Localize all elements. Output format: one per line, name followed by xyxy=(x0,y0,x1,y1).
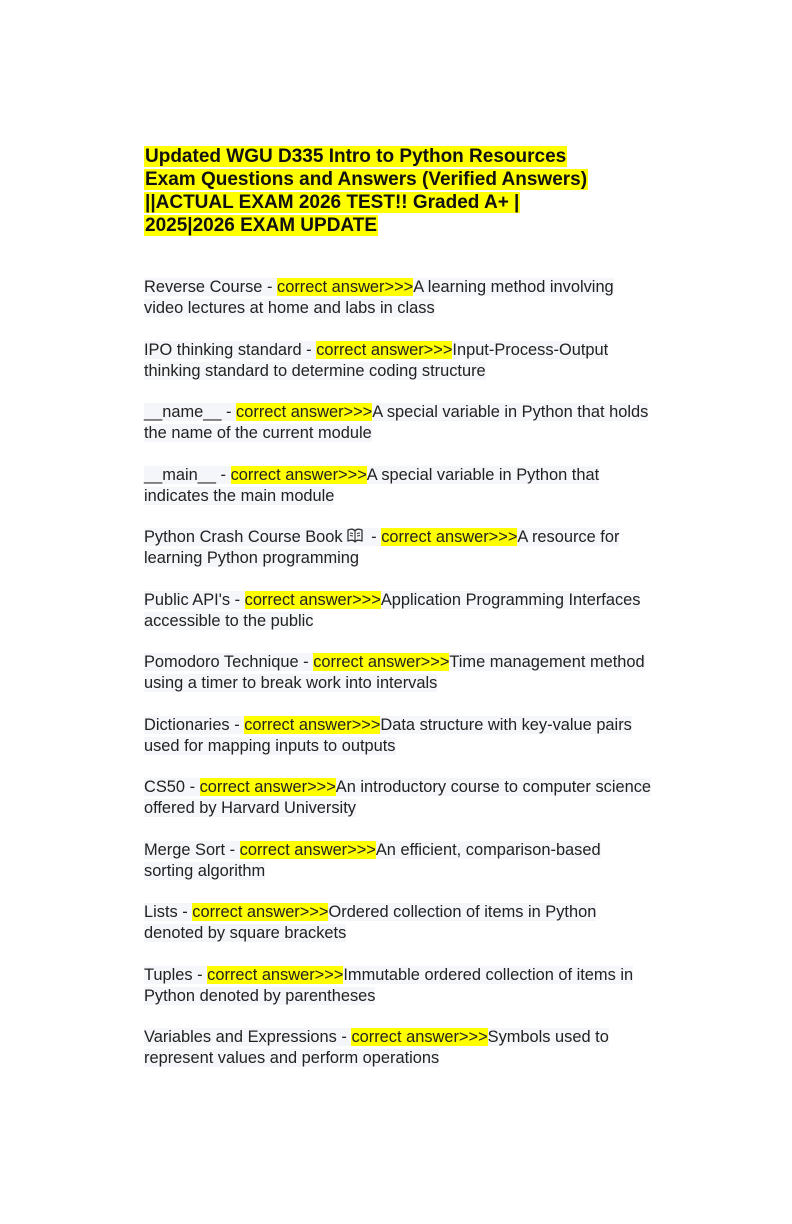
qa-text xyxy=(144,716,632,755)
qa-item-11 xyxy=(144,902,654,944)
qa-term: Tuples xyxy=(144,965,193,984)
qa-text xyxy=(144,778,651,817)
answer-tag: correct answer>>> xyxy=(351,1028,488,1046)
qa-definition: Ordered collection of items in Python denoted by square brackets xyxy=(144,903,597,942)
qa-term: Python Crash Course Book xyxy=(144,528,343,546)
qa-definition: Immutable ordered collection of items in Python denoted by parentheses xyxy=(144,965,634,1005)
qa-definition: A special variable in Python that indicates the main module xyxy=(144,465,600,505)
qa-item-12 xyxy=(144,965,654,1007)
qa-term: Merge Sort xyxy=(144,840,226,859)
qa-definition: Time management method using a timer to break work into intervals xyxy=(144,653,645,692)
qa-separator: - xyxy=(216,465,231,484)
qa-text xyxy=(144,466,599,505)
qa-text xyxy=(144,841,601,880)
qa-separator: - xyxy=(336,1028,352,1046)
qa-item-1 xyxy=(144,277,654,319)
qa-separator: - xyxy=(301,340,317,359)
qa-item-13 xyxy=(144,1027,654,1069)
qa-text xyxy=(144,1028,609,1067)
answer-tag: correct answer>>> xyxy=(230,465,367,484)
qa-separator: - xyxy=(366,528,382,546)
qa-list xyxy=(144,277,654,1090)
qa-item-5 xyxy=(144,527,654,569)
qa-definition: Symbols used to represent values and perform operations xyxy=(144,1028,609,1067)
document-title xyxy=(144,145,614,237)
answer-tag: correct answer>>> xyxy=(192,903,329,921)
answer-tag: correct answer>>> xyxy=(316,340,453,359)
answer-tag: correct answer>>> xyxy=(313,653,450,671)
book-icon xyxy=(345,527,365,545)
qa-definition: Application Programming Interfaces accessible to the public xyxy=(144,590,641,630)
answer-tag: correct answer>>> xyxy=(207,965,344,984)
qa-definition: An introductory course to computer science offered by Harvard University xyxy=(144,778,652,817)
qa-separator: - xyxy=(192,965,208,984)
qa-text xyxy=(144,341,608,380)
qa-text xyxy=(144,903,596,942)
qa-term: CS50 xyxy=(144,778,186,796)
qa-term: Public API's xyxy=(144,590,231,609)
qa-term: Variables and Expressions xyxy=(144,1028,337,1046)
qa-separator: - xyxy=(221,403,237,421)
qa-term: Reverse Course xyxy=(144,278,263,296)
qa-term: Lists xyxy=(144,903,178,921)
qa-separator: - xyxy=(177,903,193,921)
qa-item-2 xyxy=(144,340,654,382)
qa-term: Pomodoro Technique xyxy=(144,653,299,671)
qa-definition: An efficient, comparison-based sorting algorithm xyxy=(144,840,601,880)
answer-tag: correct answer>>> xyxy=(381,528,518,546)
answer-tag: correct answer>>> xyxy=(236,403,373,421)
qa-definition: Input-Process-Output thinking standard to determine coding structure xyxy=(144,340,609,380)
qa-term: Dictionaries xyxy=(144,715,230,734)
qa-item-4 xyxy=(144,465,654,507)
qa-item-8 xyxy=(144,715,654,757)
qa-definition: A resource for learning Python programming xyxy=(144,528,620,567)
answer-tag: correct answer>>> xyxy=(244,715,381,734)
answer-tag: correct answer>>> xyxy=(277,278,414,296)
qa-separator: - xyxy=(225,840,240,859)
qa-separator: - xyxy=(229,715,245,734)
qa-text xyxy=(144,403,648,442)
answer-tag: correct answer>>> xyxy=(239,840,376,859)
qa-definition: A special variable in Python that holds the name of the current module xyxy=(144,403,649,442)
qa-item-9 xyxy=(144,777,654,819)
qa-item-3 xyxy=(144,402,654,444)
qa-separator: - xyxy=(298,653,314,671)
qa-text xyxy=(144,528,619,567)
qa-definition: A learning method involving video lectures at home and labs in class xyxy=(144,278,614,317)
qa-separator: - xyxy=(185,778,200,796)
qa-separator: - xyxy=(230,590,245,609)
qa-text xyxy=(144,278,614,317)
qa-text xyxy=(144,653,645,692)
qa-term: IPO thinking standard xyxy=(144,340,302,359)
qa-item-7 xyxy=(144,652,654,694)
qa-text xyxy=(144,591,640,630)
qa-text xyxy=(144,966,633,1005)
qa-definition: Data structure with key-value pairs used for mapping inputs to outputs xyxy=(144,715,632,755)
answer-tag: correct answer>>> xyxy=(244,590,381,609)
qa-item-6 xyxy=(144,590,654,632)
qa-term: __main__ xyxy=(144,465,216,484)
qa-item-10 xyxy=(144,840,654,882)
title-highlight: Updated WGU D335 Intro to Python Resources Exam Questions and Answers (Verified Answers) ||ACTUAL EXAM 2026 TEST!! Graded A+ | 2025|2026 EXAM UPDATE xyxy=(145,146,588,236)
qa-separator: - xyxy=(262,278,278,296)
answer-tag: correct answer>>> xyxy=(199,778,336,796)
qa-term: __name__ xyxy=(144,403,222,421)
